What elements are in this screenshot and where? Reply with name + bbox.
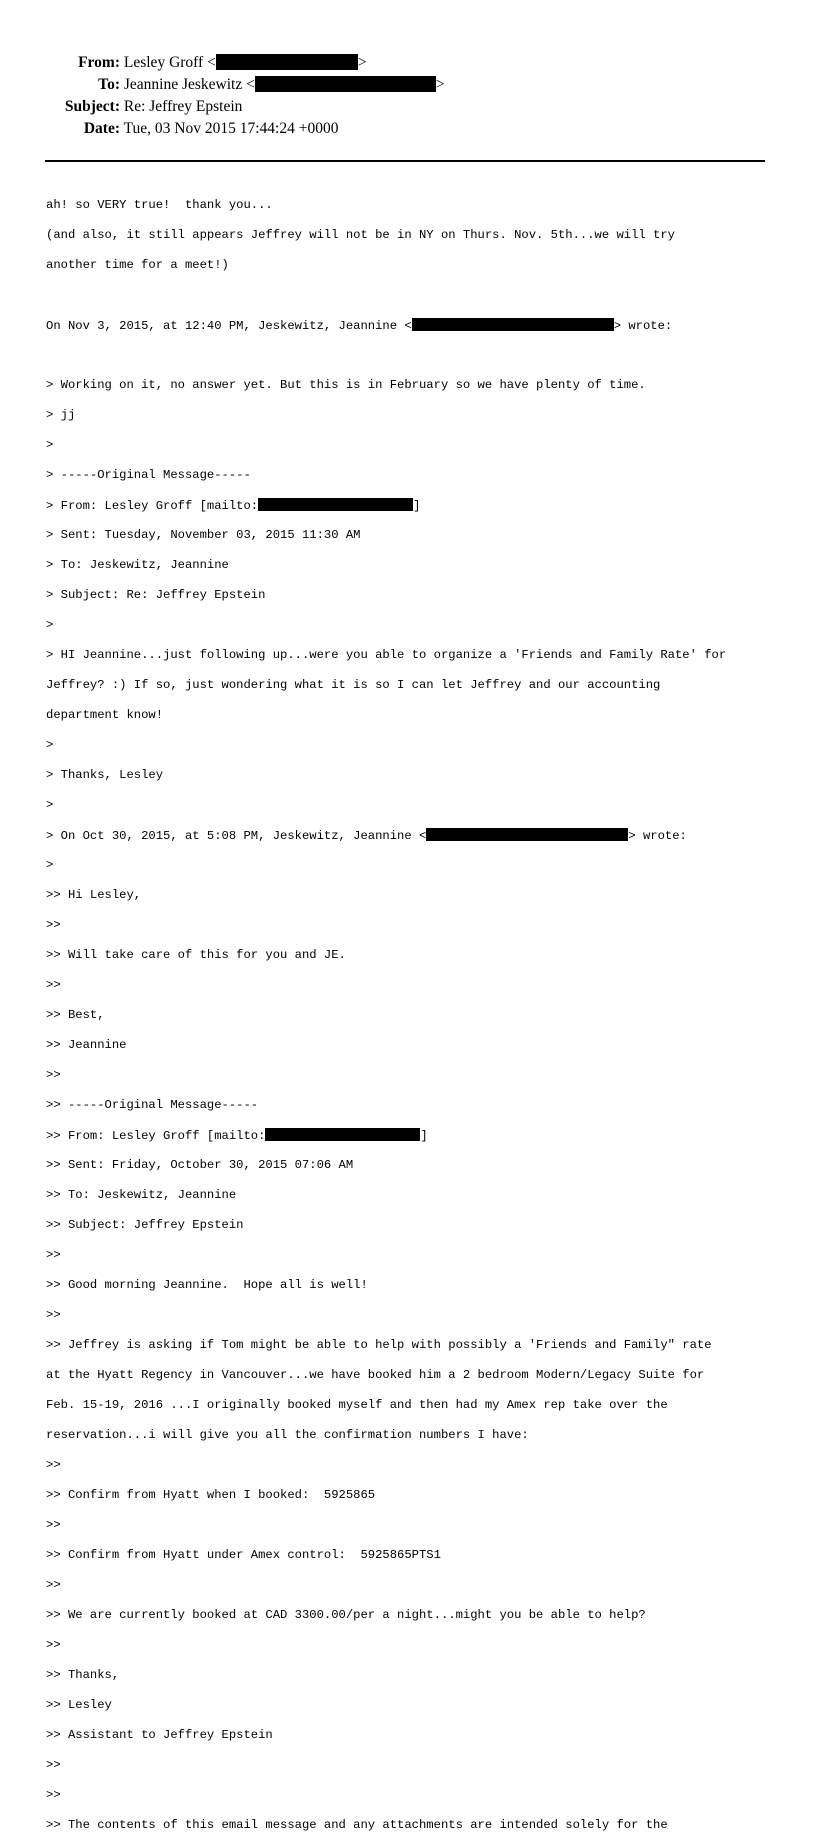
body-line: >> bbox=[46, 1068, 61, 1082]
to-value: Jeannine Jeskewitz < bbox=[123, 76, 255, 93]
quoted-from-text: >> From: Lesley Groff [mailto: bbox=[46, 1129, 266, 1143]
body-line: another time for a meet!) bbox=[46, 258, 229, 272]
body-line: >> Best, bbox=[46, 1008, 105, 1022]
reply-intro-end: > wrote: bbox=[613, 319, 673, 333]
body-line: ah! so VERY true! thank you... bbox=[46, 198, 273, 212]
date-row bbox=[45, 120, 338, 138]
body-line: >> Hi Lesley, bbox=[46, 888, 142, 902]
reply-intro-text: On Nov 3, 2015, at 12:40 PM, Jeskewitz, Jeannine < bbox=[46, 319, 412, 333]
body-line bbox=[46, 318, 786, 333]
body-line: >> bbox=[46, 1758, 61, 1772]
body-line: >> To: Jeskewitz, Jeannine bbox=[46, 1188, 237, 1202]
from-value: Lesley Groff < bbox=[123, 54, 216, 71]
body-line: >> bbox=[46, 978, 61, 992]
body-line: >> bbox=[46, 918, 61, 932]
body-line: >> bbox=[46, 1788, 61, 1802]
body-line: > bbox=[46, 438, 54, 452]
subject-value: Re: Jeffrey Epstein bbox=[123, 98, 243, 115]
email-body bbox=[46, 183, 786, 1848]
body-line: >> bbox=[46, 1308, 61, 1322]
body-line bbox=[46, 498, 786, 513]
body-line: > To: Jeskewitz, Jeannine bbox=[46, 558, 229, 572]
body-line: >> Lesley bbox=[46, 1698, 112, 1712]
body-line: > Thanks, Lesley bbox=[46, 768, 164, 782]
body-line: >> We are currently booked at CAD 3300.00/per a night...might you be able to help? bbox=[46, 1608, 646, 1622]
from-label: From: bbox=[78, 54, 120, 71]
quoted-from-end: ] bbox=[420, 1129, 428, 1143]
header-divider bbox=[45, 160, 765, 162]
redaction-box bbox=[412, 318, 614, 331]
body-line: > bbox=[46, 618, 54, 632]
redaction-box bbox=[426, 828, 628, 841]
body-line: (and also, it still appears Jeffrey will not be in NY on Thurs. Nov. 5th...we will try bbox=[46, 228, 675, 242]
body-line: >> Thanks, bbox=[46, 1668, 120, 1682]
body-line: > HI Jeannine...just following up...were you able to organize a 'Friends and Family Rate' for bbox=[46, 648, 727, 662]
body-line: >> bbox=[46, 1248, 61, 1262]
body-line: > Sent: Tuesday, November 03, 2015 11:30 AM bbox=[46, 528, 361, 542]
body-line: at the Hyatt Regency in Vancouver...we have booked him a 2 bedroom Modern/Legacy Suite for bbox=[46, 1368, 705, 1382]
to-close: > bbox=[435, 76, 445, 93]
body-line: > -----Original Message----- bbox=[46, 468, 251, 482]
subject-label: Subject: bbox=[64, 98, 120, 115]
to-row bbox=[45, 76, 445, 94]
body-line: >> Confirm from Hyatt under Amex control: 5925865PTS1 bbox=[46, 1548, 441, 1562]
body-line: > bbox=[46, 858, 54, 872]
body-line bbox=[46, 348, 786, 363]
body-line: > Subject: Re: Jeffrey Epstein bbox=[46, 588, 266, 602]
body-line: reservation...i will give you all the confirmation numbers I have: bbox=[46, 1428, 529, 1442]
quoted-from-text: > From: Lesley Groff [mailto: bbox=[46, 499, 259, 513]
body-line: >> bbox=[46, 1458, 61, 1472]
to-label: To: bbox=[98, 76, 120, 93]
quoted-intro-end: > wrote: bbox=[628, 829, 687, 843]
subject-row bbox=[45, 98, 242, 116]
body-line: >> bbox=[46, 1518, 61, 1532]
body-line: > bbox=[46, 798, 54, 812]
from-close: > bbox=[357, 54, 367, 71]
body-line: >> Will take care of this for you and JE. bbox=[46, 948, 346, 962]
body-line: >> The contents of this email message and any attachments are intended solely for the bbox=[46, 1818, 668, 1832]
body-line: >> Subject: Jeffrey Epstein bbox=[46, 1218, 244, 1232]
body-line: >> -----Original Message----- bbox=[46, 1098, 259, 1112]
redaction-box bbox=[216, 54, 358, 70]
quoted-intro-text: > On Oct 30, 2015, at 5:08 PM, Jeskewitz, Jeannine < bbox=[46, 829, 427, 843]
body-line: >> bbox=[46, 1638, 61, 1652]
body-line: >> Good morning Jeannine. Hope all is well! bbox=[46, 1278, 368, 1292]
from-row bbox=[45, 54, 367, 72]
body-line: department know! bbox=[46, 708, 164, 722]
body-line bbox=[46, 828, 786, 843]
date-value: Tue, 03 Nov 2015 17:44:24 +0000 bbox=[123, 120, 339, 137]
body-line bbox=[46, 288, 786, 303]
redaction-box bbox=[255, 76, 436, 92]
body-line: >> Jeffrey is asking if Tom might be able to help with possibly a 'Friends and Family" rate bbox=[46, 1338, 712, 1352]
body-line: >> Sent: Friday, October 30, 2015 07:06 AM bbox=[46, 1158, 354, 1172]
body-line: > jj bbox=[46, 408, 76, 422]
body-line bbox=[46, 1128, 786, 1143]
quoted-from-end: ] bbox=[413, 499, 421, 513]
body-line: >> Confirm from Hyatt when I booked: 5925865 bbox=[46, 1488, 376, 1502]
body-line: > bbox=[46, 738, 54, 752]
body-line: Jeffrey? :) If so, just wondering what it is so I can let Jeffrey and our accounting bbox=[46, 678, 661, 692]
body-line: Feb. 15-19, 2016 ...I originally booked myself and then had my Amex rep take over the bbox=[46, 1398, 668, 1412]
body-line: >> Assistant to Jeffrey Epstein bbox=[46, 1728, 273, 1742]
body-line: > Working on it, no answer yet. But this is in February so we have plenty of time. bbox=[46, 378, 646, 392]
redaction-box bbox=[258, 498, 413, 511]
date-label: Date: bbox=[83, 120, 120, 137]
body-line: >> Jeannine bbox=[46, 1038, 127, 1052]
redaction-box bbox=[265, 1128, 420, 1141]
body-line: >> bbox=[46, 1578, 61, 1592]
